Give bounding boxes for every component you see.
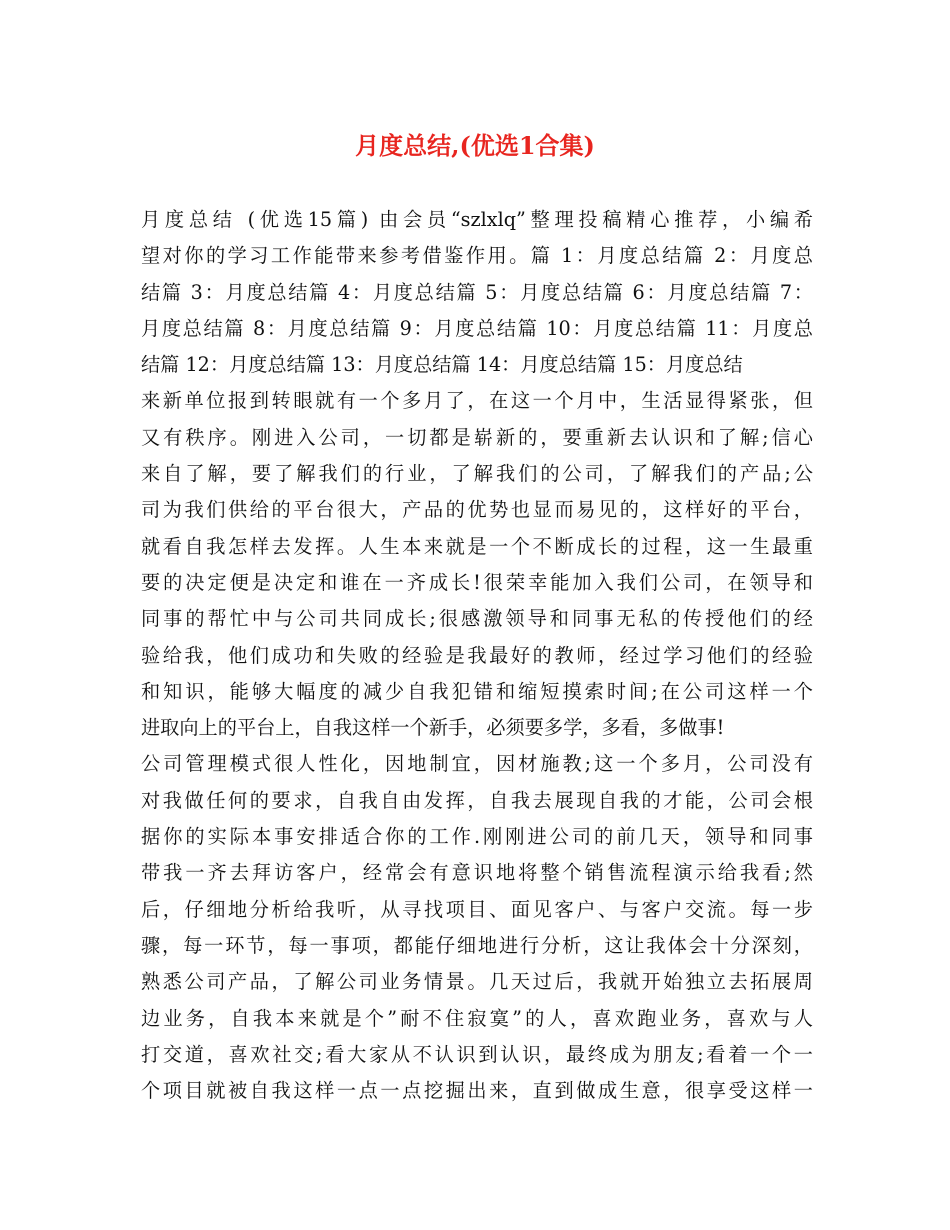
body-line: 月度总结篇 8：月度总结篇 9：月度总结篇 10：月度总结篇 11：月度总 <box>141 316 813 340</box>
document-title: 月度总结,(优选1合集) <box>355 131 595 160</box>
document-body <box>141 202 813 1109</box>
body-line: 据你的实际本事安排适合你的工作.刚刚进公司的前几天，领导和同事 <box>141 825 813 849</box>
body-line: 结篇 3：月度总结篇 4：月度总结篇 5：月度总结篇 6：月度总结篇 7： <box>141 280 813 304</box>
body-line: 打交道，喜欢社交;看大家从不认识到认识，最终成为朋友;看着一个一 <box>141 1042 813 1066</box>
body-line: 进取向上的平台上，自我这样一个新手，必须要多学，多看，多做事! <box>141 716 725 740</box>
body-line: 月度总结 (优选15篇) 由会员“szlxlq”整理投稿精心推荐，小编希 <box>141 208 813 231</box>
body-line: 验给我，他们成功和失败的经验是我最好的教师，经过学习他们的经验 <box>141 643 813 667</box>
body-line: 结篇 12：月度总结篇 13：月度总结篇 14：月度总结篇 15：月度总结 <box>141 353 743 377</box>
body-line: 公司管理模式很人性化，因地制宜，因材施教;这一个多月，公司没有 <box>141 752 813 776</box>
body-line: 边业务，自我本来就是个”耐不住寂寞”的人，喜欢跑业务，喜欢与人 <box>141 1006 813 1030</box>
body-line: 骤，每一环节，每一事项，都能仔细地进行分析，这让我体会十分深刻， <box>141 933 813 957</box>
body-line: 和知识，能够大幅度的减少自我犯错和缩短摸索时间;在公司这样一个 <box>141 679 813 703</box>
body-line: 来自了解，要了解我们的行业，了解我们的公司，了解我们的产品;公 <box>141 462 813 486</box>
body-line: 司为我们供给的平台很大，产品的优势也显而易见的，这样好的平台， <box>141 498 813 522</box>
body-line: 个项目就被自我这样一点一点挖掘出来，直到做成生意，很享受这样一 <box>141 1079 813 1103</box>
body-line: 对我做任何的要求，自我自由发挥，自我去展现自我的才能，公司会根 <box>141 788 813 812</box>
body-line: 同事的帮忙中与公司共同成长;很感激领导和同事无私的传授他们的经 <box>141 607 813 631</box>
body-line: 后，仔细地分析给我听，从寻找项目、面见客户、与客户交流。每一步 <box>141 897 813 921</box>
body-line: 就看自我怎样去发挥。人生本来就是一个不断成长的过程，这一生最重 <box>141 534 813 558</box>
body-line: 来新单位报到转眼就有一个多月了，在这一个月中，生活显得紧张，但 <box>141 389 813 413</box>
body-line: 要的决定便是决定和谁在一齐成长!很荣幸能加入我们公司，在领导和 <box>141 570 813 594</box>
body-line: 望对你的学习工作能带来参考借鉴作用。篇 1：月度总结篇 2：月度总 <box>141 244 813 268</box>
body-line: 又有秩序。刚进入公司，一切都是崭新的，要重新去认识和了解;信心 <box>141 425 813 449</box>
body-line: 熟悉公司产品，了解公司业务情景。几天过后，我就开始独立去拓展周 <box>141 970 813 994</box>
body-line: 带我一齐去拜访客户，经常会有意识地将整个销售流程演示给我看;然 <box>141 861 813 885</box>
